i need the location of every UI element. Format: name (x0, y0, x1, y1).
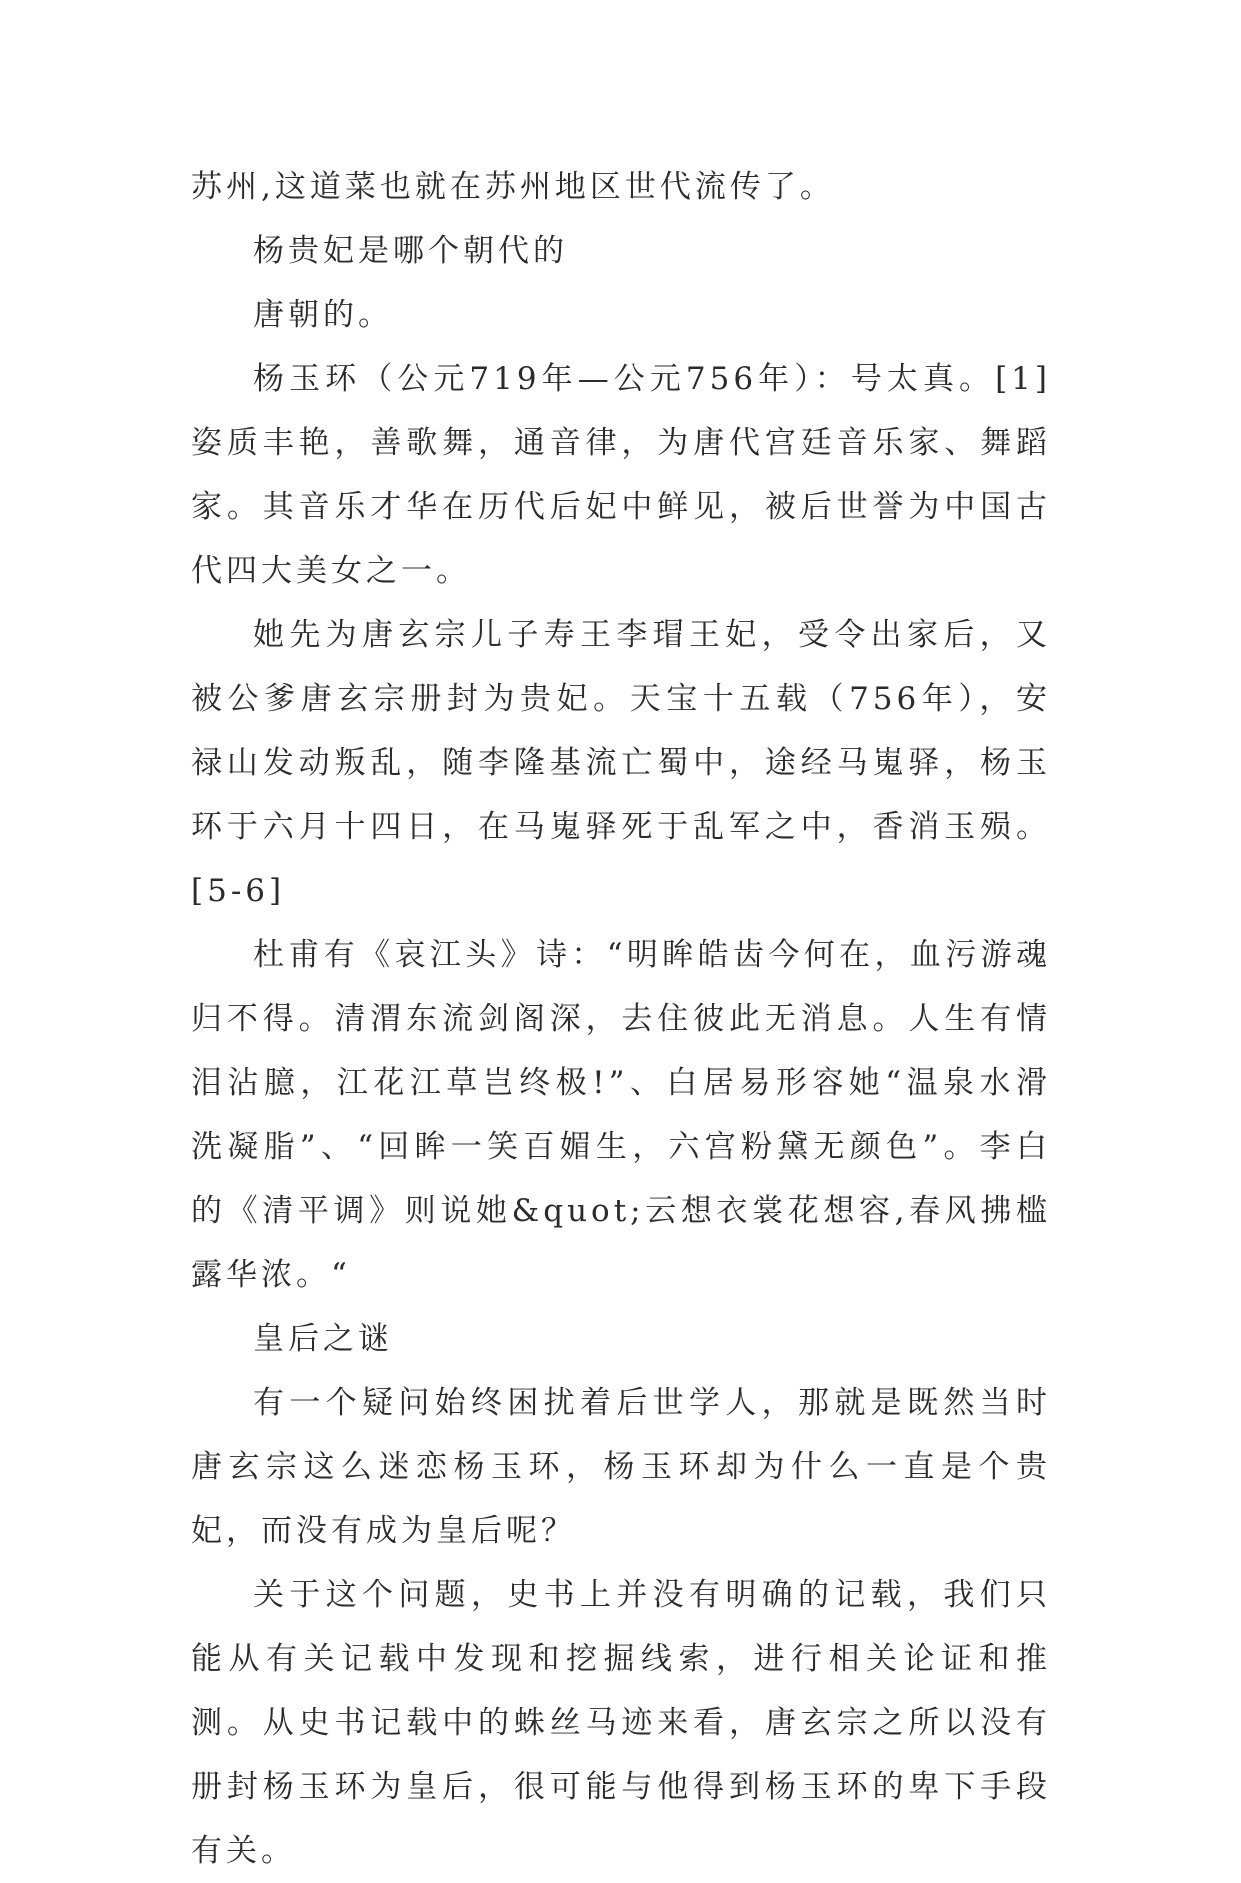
paragraph-question-heading: 杨贵妃是哪个朝代的 (253, 233, 568, 269)
paragraph-analysis: 关于这个问题，史书上并没有明确的记载，我们只能从有关记载中发现和挖掘线索，进行相关论证和推测。从史书记载中的蛛丝马迹来看，唐玄宗之所以没有册封杨玉环为皇后，很可能与他得到杨玉环的卑下手段有关。 (191, 1577, 1051, 1869)
document-body (191, 155, 1051, 1883)
paragraph-answer: 唐朝的。 (253, 297, 393, 333)
paragraph-continuation: 苏州,这道菜也就在苏州地区世代流传了。 (191, 169, 835, 205)
section-heading-empress-mystery: 皇后之谜 (253, 1321, 393, 1357)
paragraph-question: 有一个疑问始终困扰着后世学人，那就是既然当时唐玄宗这么迷恋杨玉环，杨玉环却为什么一直是个贵妃，而没有成为皇后呢？ (191, 1385, 1051, 1549)
paragraph-biography: 杨玉环（公元719年—公元756年）：号太真。[1] 姿质丰艳，善歌舞，通音律，为唐代宫廷音乐家、舞蹈家。其音乐才华在历代后妃中鲜见，被后世誉为中国古代四大美女之一。 (191, 361, 1051, 589)
paragraph-poetry: 杜甫有《哀江头》诗：“明眸皓齿今何在，血污游魂归不得。清渭东流剑阁深，去住彼此无消息。人生有情泪沾臆，江花江草岂终极!”、白居易形容她“温泉水滑洗凝脂”、“回眸一笑百媚生，六宫粉黛无颜色”。李白的《清平调》则说她&quot;云想衣裳花想容,春风拂槛露华浓。“ (191, 937, 1051, 1293)
paragraph-history: 她先为唐玄宗儿子寿王李瑁王妃，受令出家后，又被公爹唐玄宗册封为贵妃。天宝十五载（756年），安禄山发动叛乱，随李隆基流亡蜀中，途经马嵬驿，杨玉环于六月十四日，在马嵬驿死于乱军之中，香消玉殒。[5-6] (191, 617, 1051, 909)
